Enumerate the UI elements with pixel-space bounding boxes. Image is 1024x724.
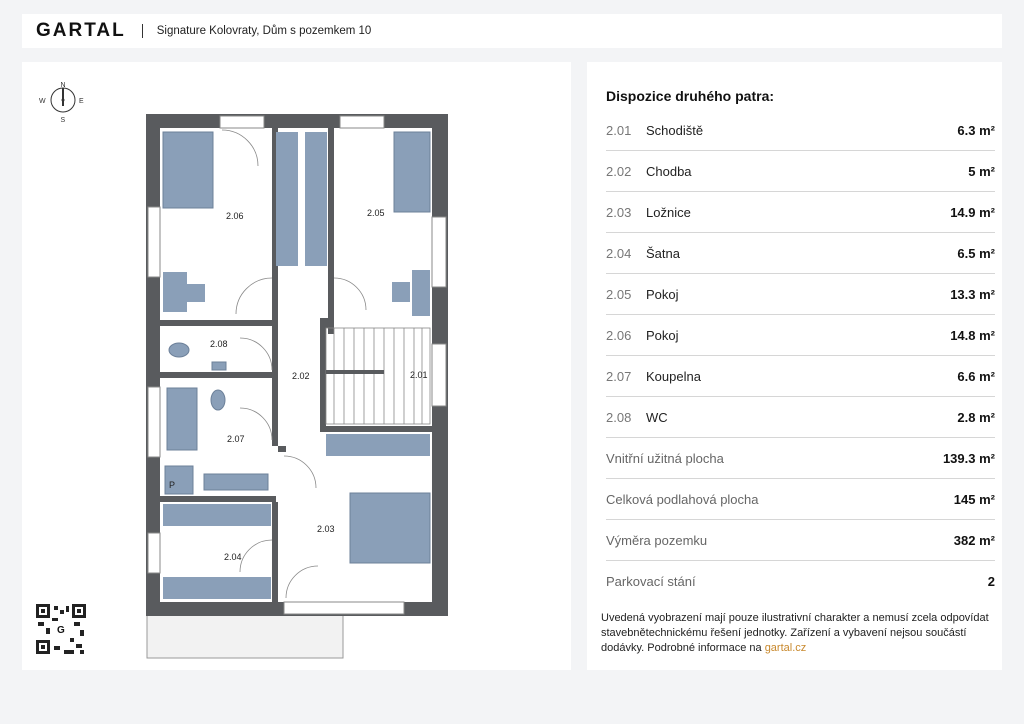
summary-row: [606, 561, 995, 602]
room-label-202: 2.02: [292, 371, 310, 381]
room-num: 2.03: [606, 204, 632, 220]
room-area: 5 m²: [968, 163, 995, 179]
info-panel: [587, 62, 1002, 670]
summary-row: [606, 438, 995, 479]
gartal-link[interactable]: gartal.cz: [764, 642, 807, 654]
summary-label: Výměra pozemku: [606, 532, 708, 548]
gartal-logo[interactable]: GARTAL: [36, 20, 126, 41]
room-area: 13.3 m²: [950, 286, 995, 302]
room-row: [606, 274, 995, 315]
header-separator: [142, 24, 143, 38]
compass-n: N: [60, 82, 66, 89]
room-row: [606, 110, 995, 151]
disclaimer-note: [601, 611, 996, 656]
summary-row: [606, 479, 995, 520]
room-num: 2.01: [606, 122, 632, 138]
floor-plan-drawing: [22, 62, 571, 670]
floor-plan-panel: [22, 62, 571, 670]
room-area: 6.6 m²: [957, 368, 995, 384]
room-label-204: 2.04: [224, 552, 242, 562]
summary-row: [606, 520, 995, 561]
room-row: [606, 397, 995, 438]
summary-label: Celková podlahová plocha: [606, 491, 759, 507]
qr-code[interactable]: [36, 604, 86, 654]
room-name: Ložnice: [646, 204, 691, 220]
room-num: 2.08: [606, 409, 632, 425]
room-area: 6.5 m²: [957, 245, 995, 261]
room-label-208: 2.08: [210, 339, 228, 349]
summary-value: 2: [987, 574, 995, 589]
room-area: 14.8 m²: [950, 327, 995, 343]
summary-label: Vnitřní užitná plocha: [606, 450, 724, 466]
room-label-205: 2.05: [367, 208, 385, 218]
room-num: 2.06: [606, 327, 632, 343]
room-name: Koupelna: [646, 368, 701, 384]
room-row: [606, 356, 995, 397]
header-bar: [22, 14, 1002, 48]
room-list: [606, 110, 995, 602]
room-num: 2.02: [606, 163, 632, 179]
p-marker: P: [169, 480, 176, 490]
compass-s: S: [60, 117, 66, 124]
room-area: 6.3 m²: [957, 122, 995, 138]
room-name: Pokoj: [646, 327, 679, 343]
room-name: WC: [646, 409, 668, 425]
room-area: 14.9 m²: [950, 204, 995, 220]
summary-value: 145 m²: [953, 491, 995, 507]
compass-e: E: [79, 98, 84, 105]
room-name: Schodiště: [646, 122, 704, 138]
room-row: [606, 192, 995, 233]
room-num: 2.05: [606, 286, 632, 302]
room-label-201: 2.01: [410, 370, 428, 380]
info-title: Dispozice druhého patra:: [606, 88, 775, 104]
disclaimer-text: Uvedená vyobrazení mají pouze ilustrativní charakter a nemusí zcela odpovídat stavebnětechnickému řešení jednotky. Zařízení a vybavení nejsou součástí dodávky. Podrobné informace na: [601, 612, 989, 654]
room-name: Chodba: [646, 163, 692, 179]
compass-w: W: [39, 98, 46, 105]
room-label-203: 2.03: [317, 524, 335, 534]
compass-icon: [39, 82, 84, 124]
project-subtitle: Signature Kolovraty, Dům s pozemkem 10: [156, 25, 372, 37]
room-label-207: 2.07: [227, 434, 245, 444]
room-area: 2.8 m²: [957, 409, 995, 425]
room-label-206: 2.06: [226, 211, 244, 221]
room-num: 2.07: [606, 368, 632, 384]
terrace: [147, 614, 343, 658]
summary-label: Parkovací stání: [606, 574, 696, 589]
summary-value: 382 m²: [953, 532, 995, 548]
qr-letter: G: [57, 625, 65, 636]
room-name: Šatna: [646, 245, 680, 261]
room-num: 2.04: [606, 245, 632, 261]
room-row: [606, 233, 995, 274]
room-row: [606, 151, 995, 192]
room-row: [606, 315, 995, 356]
room-name: Pokoj: [646, 286, 679, 302]
summary-value: 139.3 m²: [942, 450, 995, 466]
